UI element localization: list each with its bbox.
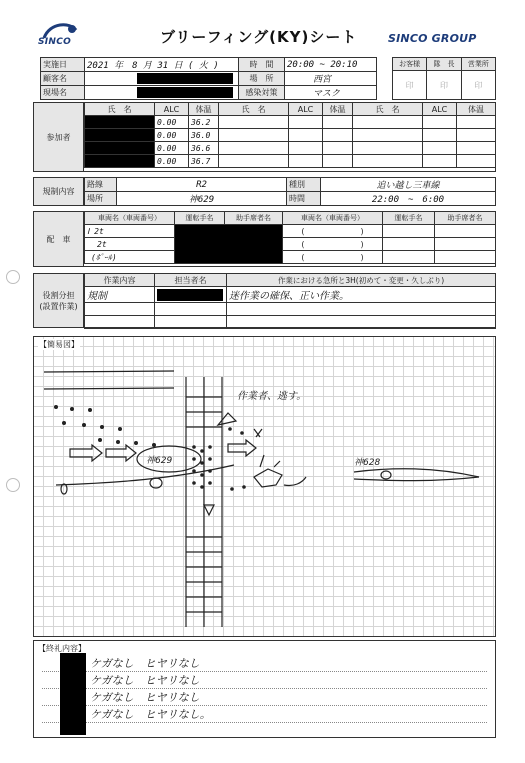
col-temp: 体温 xyxy=(457,103,496,116)
roles-table xyxy=(84,273,496,329)
time-label: 時 間 xyxy=(239,58,285,72)
vehicles-label: 配 車 xyxy=(34,212,84,266)
infection-label: 感染対策 xyxy=(239,86,285,100)
col-points: 作業における急所と3H(初めて・変更・久しぶり) xyxy=(227,274,496,287)
col-alc: ALC xyxy=(289,103,323,116)
col-temp: 体温 xyxy=(189,103,219,116)
vehicle-placeholder: ( ) xyxy=(283,225,383,238)
sketch-drawing xyxy=(34,337,497,638)
route-value: R2 xyxy=(117,178,287,192)
confirm-table xyxy=(392,57,496,100)
worker-note: 作業者、逃す。 xyxy=(237,391,307,402)
vehicle-value: Ⅰ 2t xyxy=(87,226,104,236)
col-person: 担当者名 xyxy=(155,274,227,287)
sinco-logo-icon xyxy=(36,20,82,52)
col-driver: 運転手名 xyxy=(383,212,435,225)
vehicle-cell xyxy=(85,251,175,264)
confirm-header-office: 営業所 xyxy=(461,58,495,71)
col-name: 氏 名 xyxy=(353,103,423,116)
sketch-title: 【簡易図】 xyxy=(39,340,79,349)
sketch-area xyxy=(33,336,496,637)
place-label: 場 所 xyxy=(239,72,285,86)
vehicle-placeholder: ( ) xyxy=(283,251,383,264)
logo-text: SINCO xyxy=(38,37,72,47)
vehicle-cell xyxy=(85,225,175,238)
roles-label: 役割分担 (設置作業) xyxy=(34,274,84,327)
col-alc: ALC xyxy=(155,103,189,116)
participant-name xyxy=(85,142,155,155)
greeting-line: ケガなし ヒヤリなし xyxy=(90,657,200,670)
car-label: 神629 xyxy=(146,456,173,466)
kind-label: 種別 xyxy=(287,178,321,192)
customer-label: 顧客名 xyxy=(41,72,85,86)
roles-section xyxy=(33,273,496,328)
place-label: 場所 xyxy=(85,192,117,206)
date-value: 2021 年 8 月 31 日 ( 火 ) xyxy=(85,58,239,72)
participant-name xyxy=(85,155,155,168)
place-value: 西宮 xyxy=(285,72,377,86)
info-table xyxy=(40,57,377,100)
work-value: 規制 xyxy=(85,287,155,303)
route-label: 路線 xyxy=(85,178,117,192)
stamp-box[interactable]: 印 xyxy=(461,71,495,100)
col-driver: 運転手名 xyxy=(175,212,225,225)
col-temp: 体温 xyxy=(323,103,353,116)
stamp-box[interactable]: 印 xyxy=(427,71,461,100)
group-name: SINCO GROUP xyxy=(388,32,477,45)
vehicle-cell xyxy=(85,238,175,251)
site-value xyxy=(85,86,239,100)
time-label: 時間 xyxy=(287,192,321,206)
col-car: 車両名（車両番号） xyxy=(283,212,383,225)
stamp-box[interactable]: 印 xyxy=(393,71,427,100)
participant-name xyxy=(85,129,155,142)
greeting-line: ケガなし ヒヤリなし xyxy=(90,674,200,687)
confirm-header-customer: お客様 xyxy=(393,58,427,71)
col-alc: ALC xyxy=(423,103,457,116)
greeting-title: 【終礼内容】 xyxy=(38,644,86,653)
participant-temp: 36.6 xyxy=(189,142,219,155)
person-value xyxy=(155,287,227,303)
date-label: 実施日 xyxy=(41,58,85,72)
col-assistant: 助手席者名 xyxy=(435,212,496,225)
regulation-label: 規制内容 xyxy=(34,178,84,205)
vehicle-value: (ﾎﾟｰﾙ) xyxy=(91,252,117,262)
participants-label: 参加者 xyxy=(34,103,84,171)
punch-hole xyxy=(6,270,20,284)
participant-temp: 36.0 xyxy=(189,129,219,142)
participants-section xyxy=(33,102,496,172)
site-label: 現場名 xyxy=(41,86,85,100)
col-car: 車両名（車両番号） xyxy=(85,212,175,225)
kind-value: 追い越し三車線 xyxy=(321,178,496,192)
customer-value xyxy=(85,72,239,86)
punch-hole xyxy=(6,478,20,492)
greeting-section xyxy=(33,640,496,738)
participant-temp: 36.7 xyxy=(189,155,219,168)
redacted-names xyxy=(60,653,86,735)
page-title: ブリーフィング(KY)シート xyxy=(160,28,358,46)
car-label-right: 神628 xyxy=(354,458,381,468)
regulation-time-value: 22:00 ~ 6:00 xyxy=(321,192,496,206)
vehicle-value: 2t xyxy=(97,239,107,249)
greeting-line: ケガなし ヒヤリなし xyxy=(90,691,200,704)
redacted-block xyxy=(175,225,283,264)
regulation-section xyxy=(33,177,496,206)
col-assistant: 助手席者名 xyxy=(225,212,283,225)
col-name: 氏 名 xyxy=(85,103,155,116)
participant-alc: 0.00 xyxy=(155,116,189,129)
participant-temp: 36.2 xyxy=(189,116,219,129)
regulation-table xyxy=(84,177,496,206)
participants-table xyxy=(84,102,496,168)
participant-alc: 0.00 xyxy=(155,155,189,168)
time-value: 20:00 ~ 20:10 xyxy=(285,58,377,72)
cone-row xyxy=(54,405,156,447)
participant-alc: 0.00 xyxy=(155,129,189,142)
infection-value: マスク xyxy=(285,86,377,100)
participant-alc: 0.00 xyxy=(155,142,189,155)
confirm-header-leader: 隊 長 xyxy=(427,58,461,71)
col-work: 作業内容 xyxy=(85,274,155,287)
participant-name xyxy=(85,116,155,129)
vehicle-placeholder: ( ) xyxy=(283,238,383,251)
greeting-line: ケガなし ヒヤリなし。 xyxy=(90,708,211,721)
vehicles-section xyxy=(33,211,496,267)
regulation-place-value: 神629 xyxy=(117,192,287,206)
points-value: 迷作業の確保、正い作業。 xyxy=(227,287,496,303)
col-name: 氏 名 xyxy=(219,103,289,116)
vehicles-table xyxy=(84,211,496,264)
